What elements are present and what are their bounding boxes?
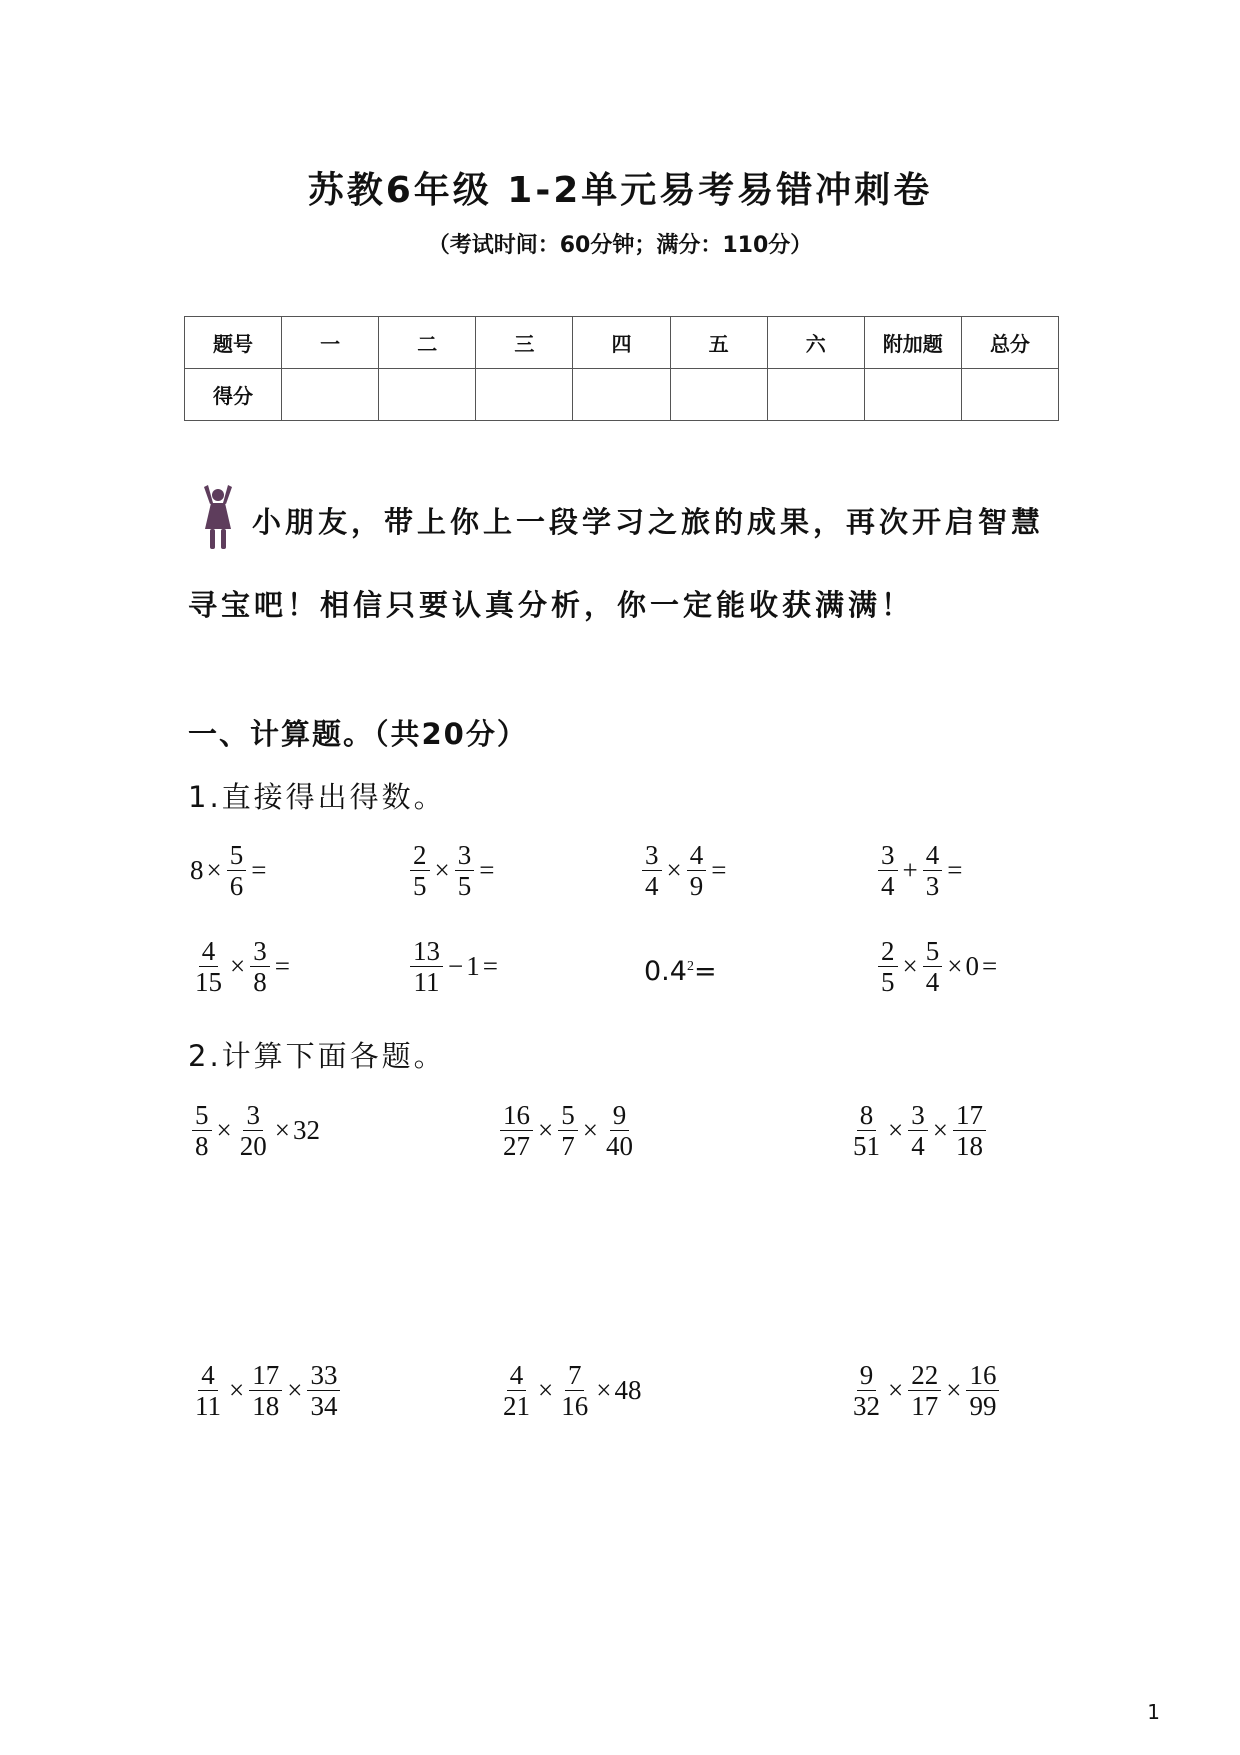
fraction [307, 1360, 340, 1421]
score-cell[interactable] [282, 369, 379, 421]
fraction [923, 936, 943, 997]
intro-line-2: 寻宝吧！相信只要认真分析，你一定能收获满满！ [188, 588, 915, 622]
denominator: 32 [853, 1391, 880, 1422]
oral-calc-item [190, 936, 293, 997]
oral-calc-item [408, 840, 497, 901]
fraction [603, 1100, 636, 1161]
denominator: 15 [195, 967, 222, 998]
denominator: 17 [911, 1391, 939, 1422]
operator: × [230, 951, 246, 982]
fraction [850, 1100, 883, 1161]
operator: − [448, 951, 464, 982]
operator: × [888, 1115, 904, 1146]
numerator: 33 [307, 1360, 340, 1391]
score-header-cell: 五 [670, 317, 767, 369]
score-header-cell: 四 [573, 317, 670, 369]
page-number: 1 [1147, 1700, 1160, 1724]
operator: × [946, 1375, 962, 1406]
score-table [184, 316, 1059, 421]
score-cell[interactable] [476, 369, 573, 421]
operator: × [947, 951, 963, 982]
fraction [500, 1100, 533, 1161]
q2-label: 2.计算下面各题。 [188, 1039, 446, 1073]
numerator: 3 [642, 840, 662, 871]
equals-sign: = [693, 956, 717, 987]
numerator: 17 [249, 1360, 282, 1391]
denominator: 20 [239, 1131, 267, 1162]
denominator: 11 [413, 967, 440, 998]
denominator: 27 [503, 1131, 530, 1162]
equals-sign: = [947, 855, 963, 886]
denominator: 34 [310, 1391, 338, 1422]
operator: × [216, 1115, 232, 1146]
numerator: 7 [565, 1360, 585, 1391]
numerator: 4 [687, 840, 707, 871]
oral-calc-item [644, 956, 717, 987]
fraction [953, 1100, 986, 1161]
fraction [850, 1360, 883, 1421]
denominator: 9 [689, 871, 704, 902]
score-cell[interactable] [864, 369, 961, 421]
operator: × [596, 1375, 612, 1406]
denominator: 5 [881, 967, 895, 998]
fraction [192, 1100, 212, 1161]
denominator: 18 [252, 1391, 280, 1422]
numerator: 3 [243, 1100, 263, 1131]
score-row-label: 得分 [185, 369, 282, 421]
denominator: 99 [969, 1391, 997, 1422]
denominator: 5 [457, 871, 472, 902]
score-table-header-row [185, 317, 1059, 369]
score-cell[interactable] [670, 369, 767, 421]
denominator: 40 [605, 1131, 633, 1162]
fraction [455, 840, 475, 901]
equals-sign: = [711, 855, 727, 886]
score-cell[interactable] [961, 369, 1058, 421]
score-header-cell: 题号 [185, 317, 282, 369]
numerator: 16 [500, 1100, 533, 1131]
fraction [410, 936, 443, 997]
score-header-cell: 二 [379, 317, 476, 369]
operator: × [666, 855, 682, 886]
oral-calc-item [876, 840, 965, 901]
denominator: 6 [229, 871, 244, 902]
score-header-cell: 附加题 [864, 317, 961, 369]
score-table-score-row [185, 369, 1059, 421]
fraction [250, 936, 270, 997]
whole-number: 0 [965, 951, 979, 982]
operator: × [932, 1115, 948, 1146]
denominator: 5 [413, 871, 427, 902]
fraction [908, 1100, 928, 1161]
denominator: 3 [925, 871, 940, 902]
operator: × [206, 855, 222, 886]
calc-problem [190, 1100, 320, 1161]
denominator: 7 [561, 1131, 575, 1162]
whole-number: 1 [466, 951, 480, 982]
denominator: 8 [195, 1131, 209, 1162]
calc-problem [498, 1360, 641, 1421]
numerator: 4 [199, 936, 219, 967]
numerator: 3 [250, 936, 270, 967]
girl-cheering-icon [196, 485, 240, 551]
denominator: 4 [881, 871, 895, 902]
section-1-title: 一、计算题。（共20分） [188, 717, 528, 751]
fraction [192, 1360, 224, 1421]
numerator: 2 [410, 840, 430, 871]
fraction [500, 1360, 533, 1421]
numerator: 9 [610, 1100, 630, 1131]
operator: × [888, 1375, 904, 1406]
operator: × [582, 1115, 598, 1146]
fraction [642, 840, 662, 901]
denominator: 51 [853, 1131, 880, 1162]
exam-info: （考试时间：60分钟；满分：110分） [427, 233, 813, 258]
operator: × [287, 1375, 303, 1406]
calc-problem [848, 1100, 988, 1161]
denominator: 21 [503, 1391, 530, 1422]
denominator: 18 [955, 1131, 983, 1162]
numerator: 9 [857, 1360, 877, 1391]
operator: × [274, 1115, 290, 1146]
score-header-cell: 三 [476, 317, 573, 369]
fraction [908, 1360, 941, 1421]
equals-sign: = [482, 951, 498, 982]
numerator: 5 [558, 1100, 578, 1131]
calc-problem [848, 1360, 1001, 1421]
whole-number: 32 [292, 1115, 320, 1146]
whole-number: 8 [190, 855, 204, 886]
calc-problem [190, 1360, 342, 1421]
fraction [878, 936, 898, 997]
numerator: 4 [507, 1360, 527, 1391]
fraction [966, 1360, 999, 1421]
numerator: 3 [878, 840, 898, 871]
fraction [878, 840, 898, 901]
numerator: 22 [908, 1360, 941, 1391]
numerator: 2 [878, 936, 898, 967]
intro-line-1: 小朋友，带上你上一段学习之旅的成果，再次开启智慧 [252, 505, 1045, 539]
calc-problem [498, 1100, 638, 1161]
fraction [687, 840, 707, 901]
denominator: 16 [561, 1391, 589, 1422]
numerator: 8 [857, 1100, 877, 1131]
denominator: 4 [925, 967, 940, 998]
numerator: 3 [455, 840, 475, 871]
fraction [558, 1360, 591, 1421]
fraction [249, 1360, 282, 1421]
numerator: 4 [923, 840, 943, 871]
denominator: 8 [253, 967, 267, 998]
score-cell[interactable] [767, 369, 864, 421]
denominator: 4 [645, 871, 659, 902]
numerator: 4 [198, 1360, 218, 1391]
operator: × [538, 1115, 554, 1146]
q1-label: 1.直接得出得数。 [188, 780, 446, 814]
operator: + [902, 855, 918, 886]
operator: × [229, 1375, 245, 1406]
fraction [410, 840, 430, 901]
denominator: 11 [195, 1391, 221, 1422]
oral-calc-item [876, 936, 1000, 997]
score-header-cell: 六 [767, 317, 864, 369]
page-title: 苏教6年级 1-2单元易考易错冲刺卷 [307, 170, 933, 211]
numerator: 13 [410, 936, 443, 967]
fraction [192, 936, 225, 997]
score-header-cell: 总分 [961, 317, 1058, 369]
numerator: 5 [227, 840, 247, 871]
fraction [923, 840, 943, 901]
numerator: 3 [908, 1100, 928, 1131]
equals-sign: = [251, 855, 267, 886]
denominator: 4 [911, 1131, 925, 1162]
numerator: 5 [192, 1100, 212, 1131]
oral-calc-item [640, 840, 729, 901]
numerator: 17 [953, 1100, 986, 1131]
exponent: 2 [686, 959, 694, 974]
operator: × [538, 1375, 554, 1406]
fraction [237, 1100, 270, 1161]
oral-calc-item [190, 840, 269, 901]
operator: × [902, 951, 918, 982]
fraction [227, 840, 247, 901]
numerator: 5 [923, 936, 943, 967]
whole-number: 48 [614, 1375, 642, 1406]
oral-calc-item [408, 936, 501, 997]
score-cell[interactable] [573, 369, 670, 421]
operator: × [434, 855, 450, 886]
equals-sign: = [981, 951, 998, 982]
decimal-base: 0.4 [644, 956, 687, 987]
equals-sign: = [479, 855, 495, 886]
score-cell[interactable] [379, 369, 476, 421]
fraction [558, 1100, 578, 1161]
score-header-cell: 一 [282, 317, 379, 369]
equals-sign: = [274, 951, 290, 982]
numerator: 16 [966, 1360, 999, 1391]
